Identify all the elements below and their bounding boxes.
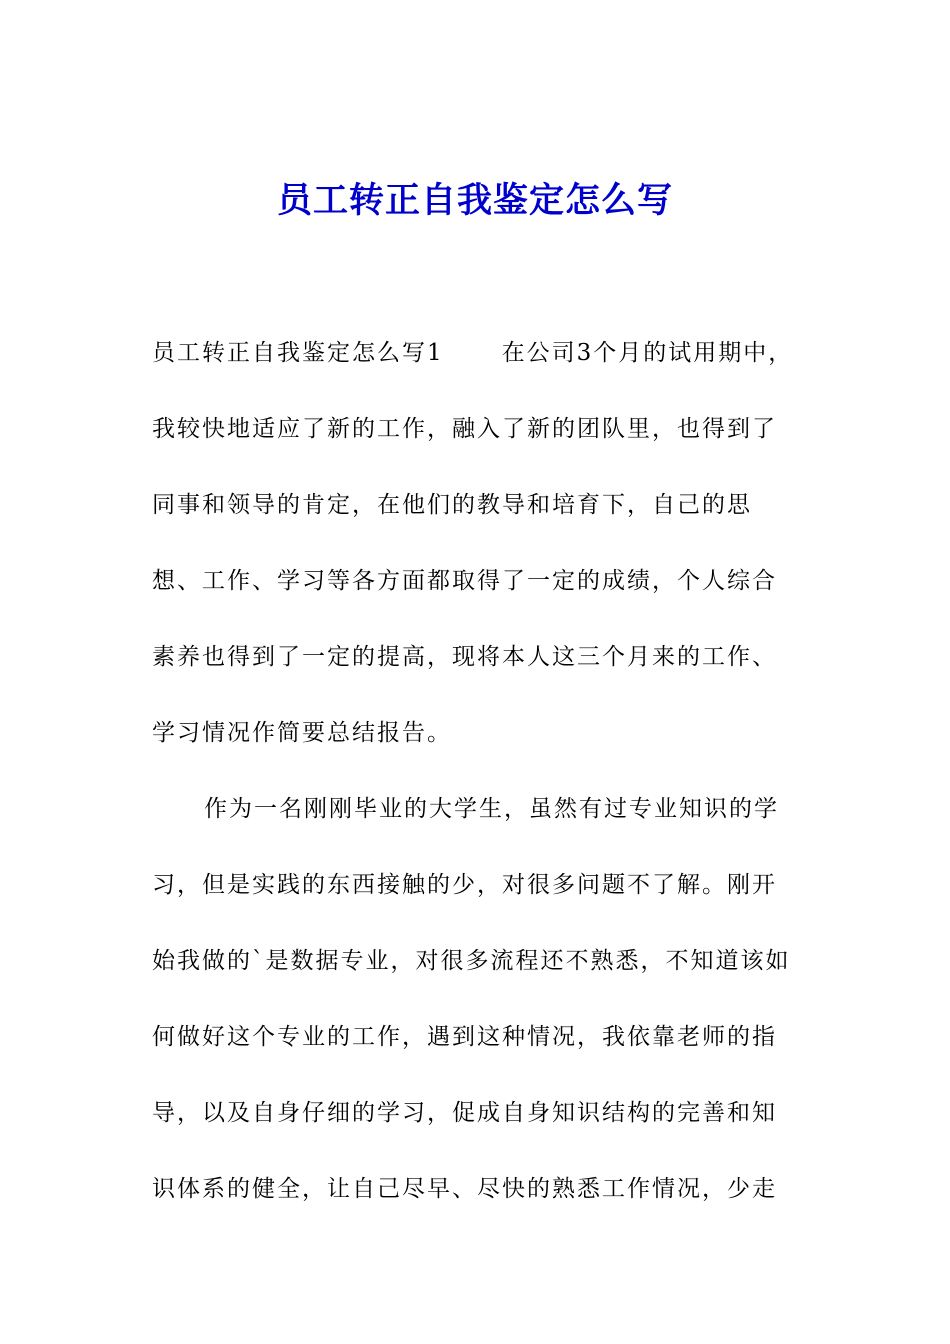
paragraph-line: 想、工作、学习等各方面都取得了一定的成绩，个人综合 (152, 568, 777, 594)
paragraph-text: 作为一名刚刚毕业的大学生，虽然有过专业知识的学 (204, 796, 779, 822)
paragraph-text: 在公司3个月的试用期中， (501, 340, 794, 366)
paragraph-line (152, 330, 812, 406)
paragraph-line: 我较快地适应了新的工作，融入了新的团队里，也得到了 (152, 416, 777, 442)
paragraph-line: 导，以及自身仔细的学习，促成自身知识结构的完善和知 (152, 1100, 777, 1126)
paragraph-line: 素养也得到了一定的提高，现将本人这三个月来的工作、 (152, 644, 777, 670)
paragraph-line: 始我做的`是数据专业，对很多流程还不熟悉，不知道该如 (152, 948, 791, 974)
paragraph-line (152, 786, 812, 862)
paragraph-line: 学习情况作简要总结报告。 (152, 720, 452, 746)
document-title: 员工转正自我鉴定怎么写 (276, 181, 673, 221)
paragraph-line: 同事和领导的肯定，在他们的教导和培育下，自己的思 (152, 492, 752, 518)
paragraph-line: 识体系的健全，让自己尽早、尽快的熟悉工作情况，少走 (152, 1176, 777, 1202)
document-body (152, 330, 812, 1242)
paragraph-line: 习，但是实践的东西接触的少，对很多问题不了解。刚开 (152, 872, 777, 898)
section-heading: 员工转正自我鉴定怎么写1 (152, 340, 444, 366)
paragraph-line: 何做好这个专业的工作，遇到这种情况，我依靠老师的指 (152, 1024, 777, 1050)
